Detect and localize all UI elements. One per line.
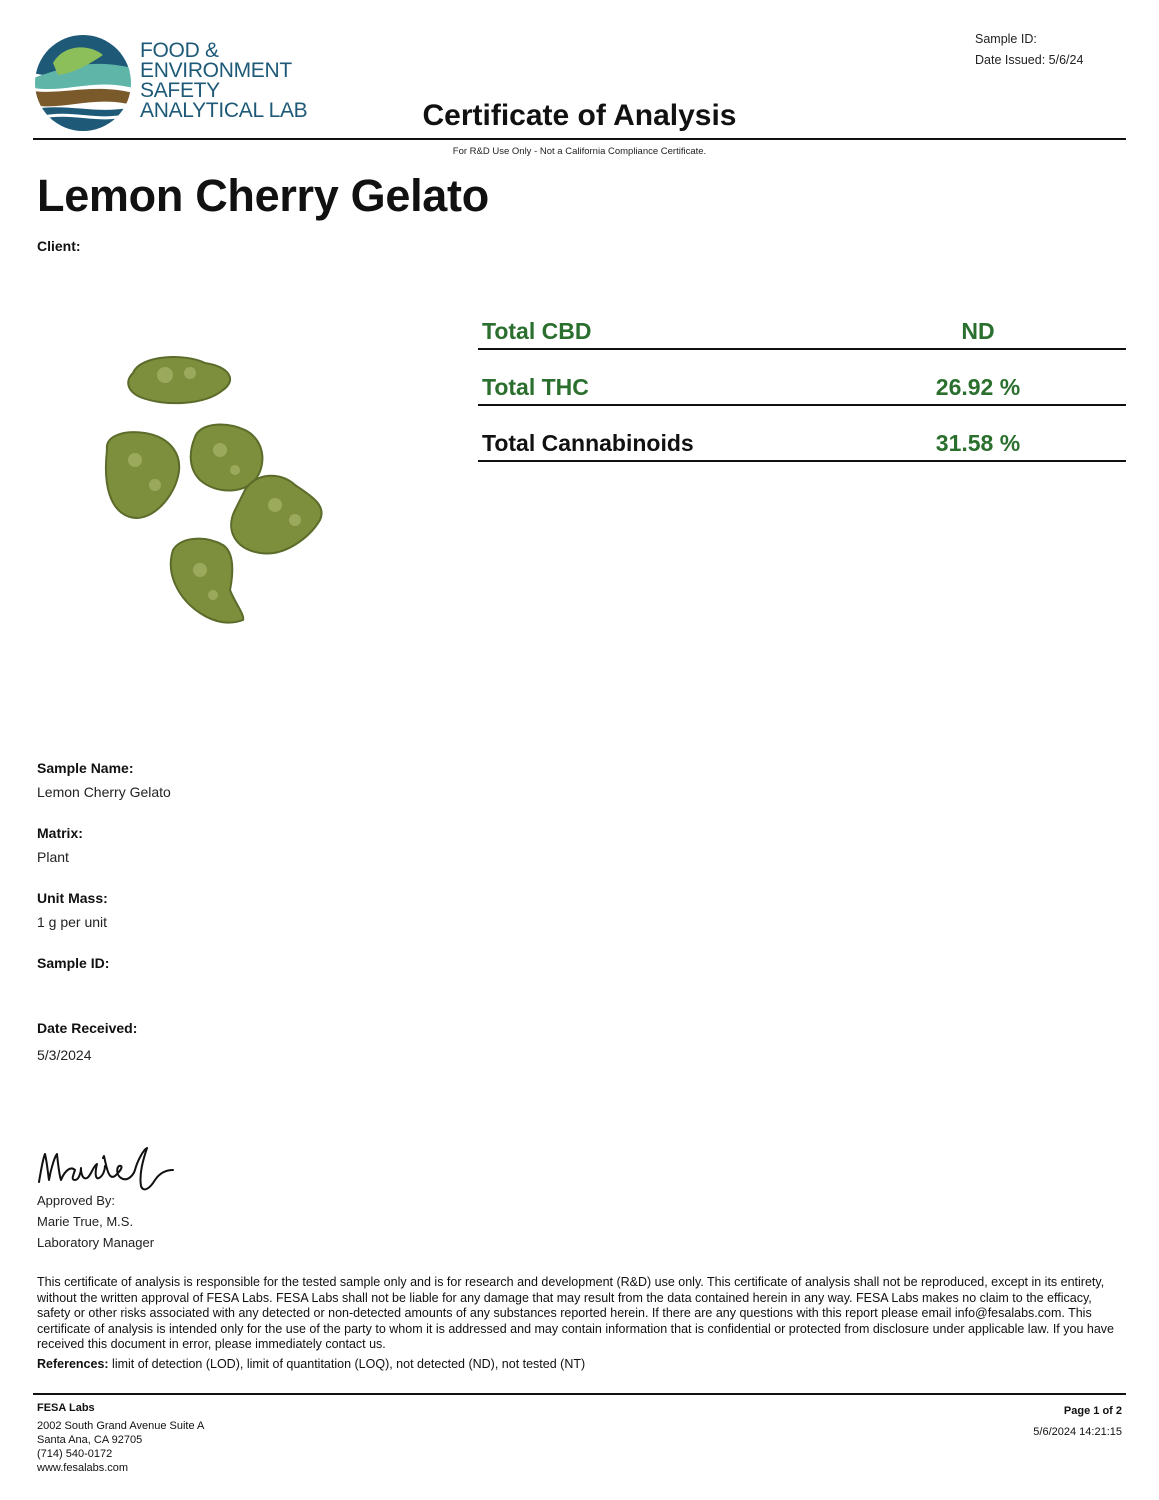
approver-title: Laboratory Manager <box>37 1235 155 1250</box>
approved-by-label: Approved By: <box>37 1193 116 1208</box>
field-unit-mass <box>37 890 171 955</box>
footer-address-line: 2002 South Grand Avenue Suite A <box>37 1420 205 1432</box>
field-value: Lemon Cherry Gelato <box>37 784 171 800</box>
footer-page-info <box>1033 1401 1122 1443</box>
references-label: References: <box>37 1357 109 1371</box>
logo-line: SAFETY <box>140 79 220 102</box>
sample-details <box>37 760 171 1085</box>
signature-image <box>37 1140 177 1195</box>
results-table <box>478 296 1126 464</box>
logo-line: FOOD & <box>140 39 219 62</box>
logo-line: ENVIRONMENT <box>140 59 292 82</box>
result-value: 31.58 % <box>935 430 1021 456</box>
footer-address <box>37 1401 204 1475</box>
field-value: Plant <box>37 849 69 865</box>
legal-disclaimer: This certificate of analysis is responsible for the tested sample only and is for research and development (R&D) use only. This certificate of analysis shall not be reproduced, except in its entirety, without the written approval of FESA Labs. FESA Labs shall not be liable for any damage that may result from the data contained herein in any way. FESA Labs makes no claim to the efficacy, safety or other risks associated with any detected or non-detected amounts of any substances reported herein. If there are any questions with this report please email info@fesalabs.com. This certificate of analysis is intended only for the use of the party to whom it is addressed and may contain information that is confidential or protected from disclosure under applicable law. If you have received this document in error, please immediately contact us. <box>37 1275 1114 1351</box>
logo-line: ANALYTICAL LAB <box>140 99 308 122</box>
product-image <box>95 345 335 635</box>
field-label: Sample Name: <box>37 760 134 776</box>
references <box>37 1357 585 1371</box>
certificate-title: Certificate of Analysis <box>422 99 737 132</box>
references-text: limit of detection (LOD), limit of quantitation (LOQ), not detected (ND), not tested (NT) <box>108 1357 586 1371</box>
header-divider <box>33 138 1126 140</box>
result-row-total-cbd <box>478 296 1126 350</box>
field-value: 5/3/2024 <box>37 1047 92 1063</box>
result-value: 26.92 % <box>935 374 1021 400</box>
field-matrix <box>37 825 171 890</box>
footer-timestamp: 5/6/2024 14:21:15 <box>1033 1426 1122 1438</box>
rd-disclaimer: For R&D Use Only - Not a California Compliance Certificate. <box>452 146 707 157</box>
result-row-total-thc <box>478 352 1126 406</box>
page-number: Page 1 of 2 <box>1063 1405 1122 1417</box>
result-row-total-cannabinoids <box>478 408 1126 462</box>
field-label: Matrix: <box>37 825 83 841</box>
footer-company: FESA Labs <box>37 1402 95 1414</box>
field-sample-name <box>37 760 171 825</box>
footer-address-line: Santa Ana, CA 92705 <box>37 1434 143 1446</box>
footer-website: www.fesalabs.com <box>37 1462 129 1474</box>
field-value: 1 g per unit <box>37 914 108 930</box>
result-label: Total Cannabinoids <box>482 430 694 456</box>
field-label: Date Received: <box>37 1020 138 1036</box>
field-label: Unit Mass: <box>37 890 108 906</box>
product-name: Lemon Cherry Gelato <box>37 170 489 221</box>
result-label: Total CBD <box>482 318 592 344</box>
header-meta <box>975 29 1083 71</box>
approval-block <box>37 1190 154 1253</box>
footer-divider <box>33 1393 1126 1395</box>
approver-name: Marie True, M.S. <box>37 1214 134 1229</box>
date-issued: Date Issued: 5/6/24 <box>975 53 1084 67</box>
client-label: Client: <box>37 238 81 254</box>
result-value: ND <box>961 318 995 344</box>
result-label: Total THC <box>482 374 589 400</box>
footer-phone: (714) 540-0172 <box>37 1448 113 1460</box>
field-label: Sample ID: <box>37 955 110 971</box>
field-date-received <box>37 1020 171 1085</box>
sample-id-label: Sample ID: <box>975 32 1037 46</box>
field-sample-id <box>37 955 171 1020</box>
